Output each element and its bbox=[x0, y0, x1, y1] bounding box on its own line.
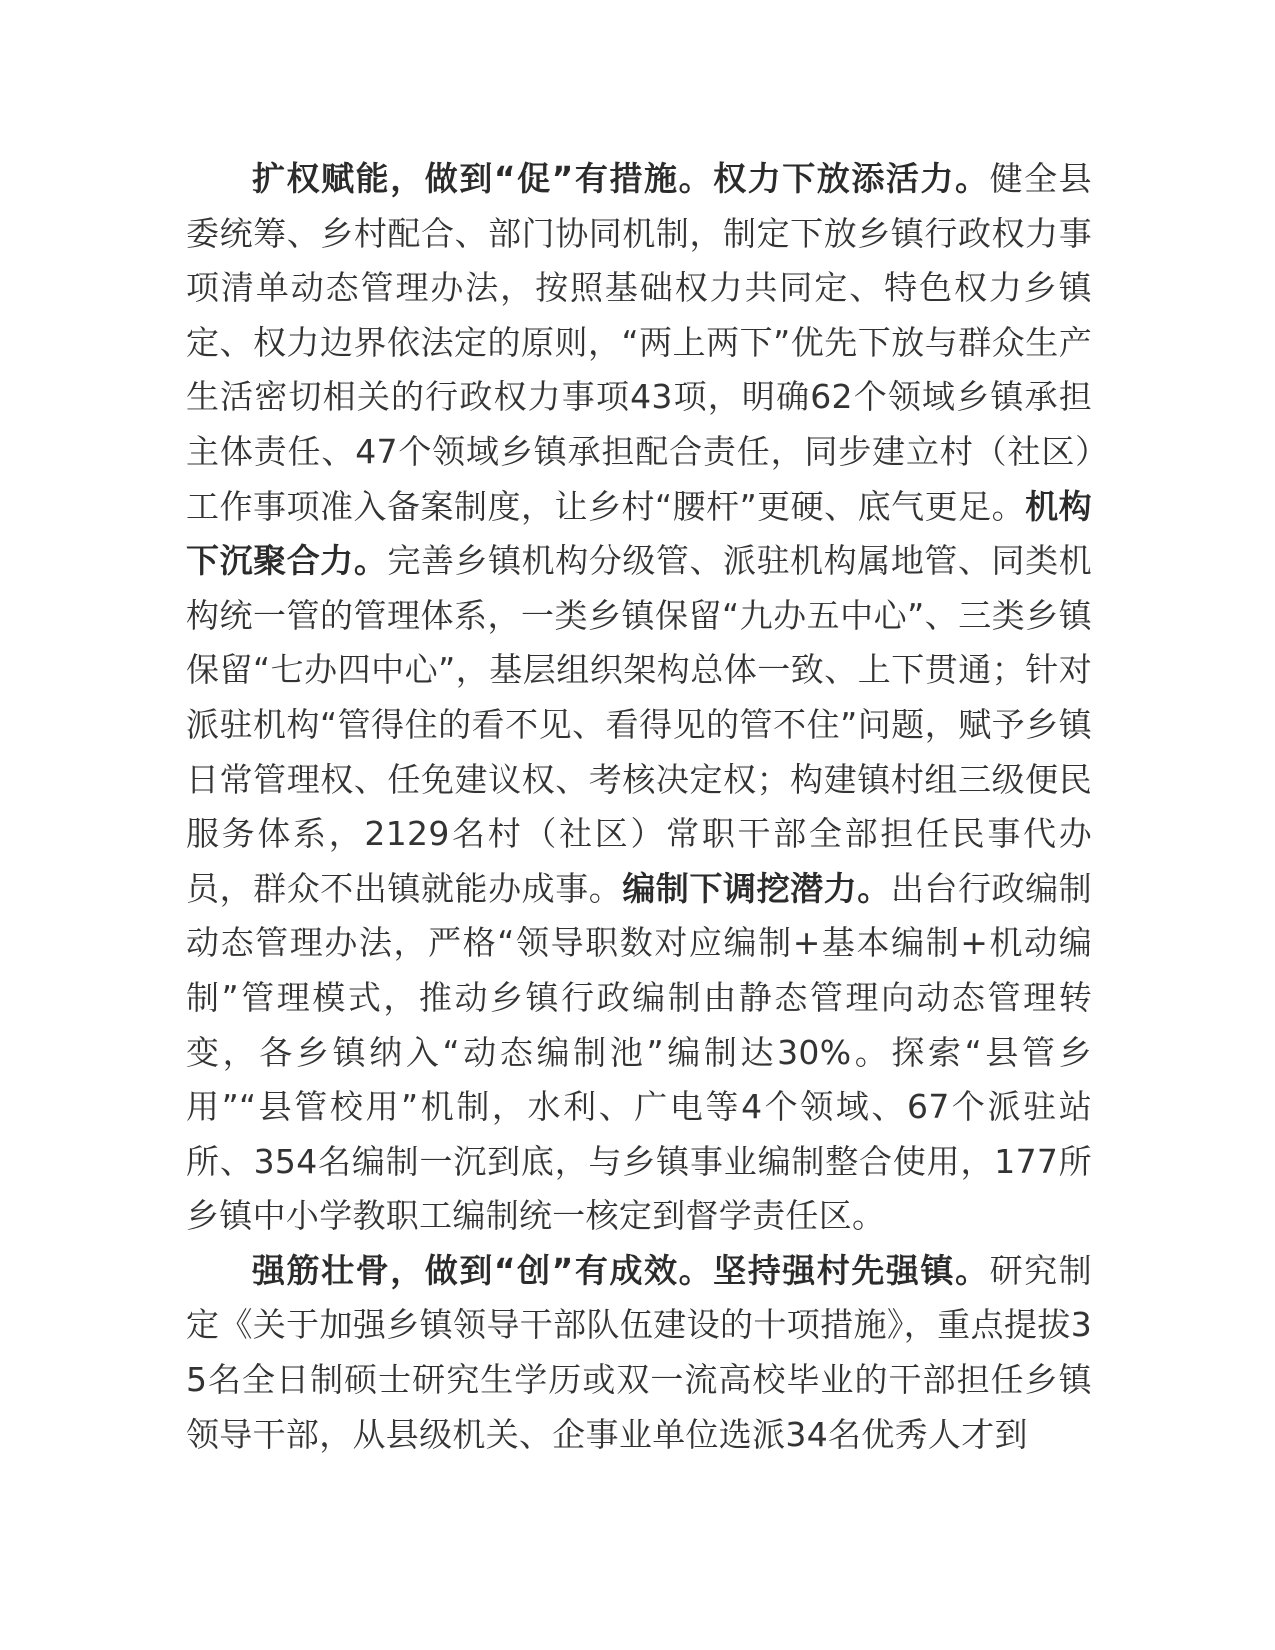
document-body bbox=[186, 152, 1092, 1462]
paragraph-heading: 扩权赋能，做到“促”有措施。 bbox=[252, 159, 714, 198]
subheading-institution-sinking: 机构下沉聚合力。 bbox=[186, 486, 1092, 581]
paragraph-heading: 强筋壮骨，做到“创”有成效。 bbox=[252, 1250, 714, 1290]
subheading-power-delegation: 权力下放添活力。 bbox=[713, 159, 990, 198]
paragraph-strengthening bbox=[186, 1244, 1092, 1462]
body-text: 出台行政编制动态管理办法，严格“领导职数对应编制+基本编制+机动编制”管理模式，推动乡镇行政编制由静态管理向动态管理转变，各乡镇纳入“动态编制池”编制达30%。探索“县管乡用”“县管校用”机制，水利、广电等4个领域、67个派驻站所、354名编制一沉到底，与乡镇事业编制整合使用，177所乡镇中小学教职工编制统一核定到督学责任区。 bbox=[186, 868, 1092, 1236]
subheading-strong-towns: 坚持强村先强镇。 bbox=[713, 1250, 990, 1290]
body-text: 健全县委统筹、乡村配合、部门协同机制，制定下放乡镇行政权力事项清单动态管理办法，按照基础权力共同定、特色权力乡镇定、权力边界依法定的原则，“两上两下”优先下放与群众生产生活密切相关的行政权力事项43项，明确62个领域乡镇承担主体责任、47个领域乡镇承担配合责任，同步建立村（社区）工作事项准入备案制度，让乡村“腰杆”更硬、底气更足。 bbox=[186, 159, 1092, 526]
paragraph-empowerment bbox=[186, 152, 1092, 1244]
body-text: 研究制定《关于加强乡镇领导干部队伍建设的十项措施》，重点提拔35名全日制硕士研究生学历或双一流高校毕业的干部担任乡镇领导干部，从县级机关、企事业单位选派34名优秀人才到 bbox=[186, 1250, 1092, 1454]
body-text: 完善乡镇机构分级管、派驻机构属地管、同类机构统一管的管理体系，一类乡镇保留“九办五中心”、三类乡镇保留“七办四中心”，基层组织架构总体一致、上下贯通；针对派驻机构“管得住的看不见、看得见的管不住”问题，赋予乡镇日常管理权、任免建议权、考核决定权；构建镇村组三级便民服务体系，2129名村（社区）常职干部全部担任民事代办员，群众不出镇就能办成事。 bbox=[186, 541, 1092, 908]
subheading-staffing-adjustment: 编制下调挖潜力。 bbox=[622, 868, 891, 908]
